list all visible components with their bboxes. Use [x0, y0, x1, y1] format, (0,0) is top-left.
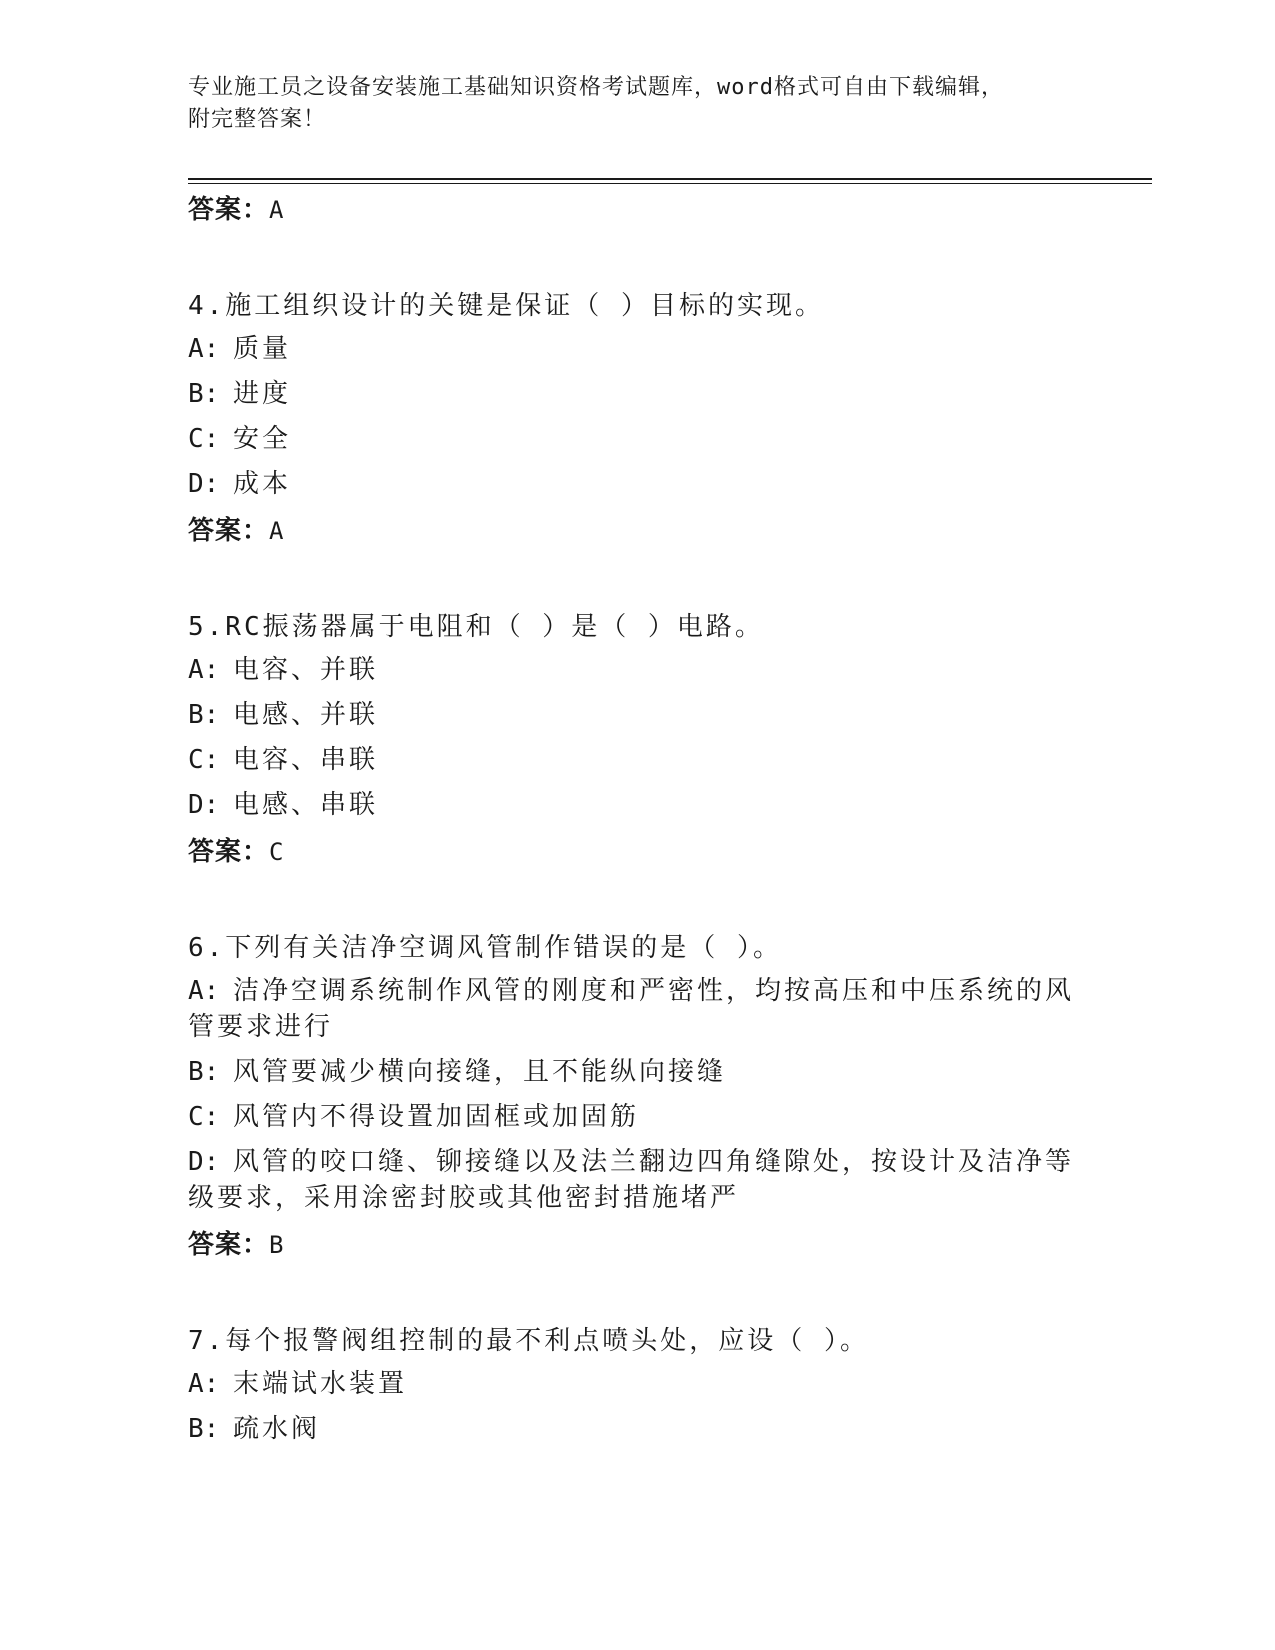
header-divider — [188, 178, 1152, 180]
option-text: 末端试水装置 — [233, 1369, 408, 1399]
answer-value: C — [269, 838, 285, 866]
option-letter: B: — [188, 1057, 220, 1087]
question-block-4 — [188, 286, 1088, 551]
option-b — [188, 376, 1088, 412]
question-block-7 — [188, 1321, 1088, 1447]
document-header — [188, 72, 1068, 136]
answer-value: A — [269, 517, 285, 545]
answer-line — [188, 832, 1088, 872]
option-text: 疏水阀 — [233, 1414, 321, 1444]
option-text: 风管内不得设置加固框或加固筋 — [233, 1102, 640, 1132]
answer-label: 答案： — [188, 1230, 270, 1260]
question-text: 6.下列有关洁净空调风管制作错误的是（ ）。 — [188, 933, 782, 963]
option-text: 洁净空调系统制作风管的刚度和严密性，均按高压和中压系统的风管要求进行 — [188, 976, 1075, 1042]
question-block-5 — [188, 607, 1088, 872]
option-letter: D: — [188, 790, 220, 820]
option-text: 风管的咬口缝、铆接缝以及法兰翻边四角缝隙处，按设计及洁净等级要求，采用涂密封胶或其他密封措施堵严 — [188, 1147, 1075, 1213]
option-letter: B: — [188, 700, 220, 730]
answer-label: 答案： — [188, 516, 270, 546]
option-text: 进度 — [233, 379, 292, 409]
option-d — [188, 787, 1088, 823]
option-a — [188, 973, 1088, 1045]
option-a — [188, 331, 1088, 367]
header-line-2: 附完整答案！ — [188, 107, 327, 132]
option-c — [188, 421, 1088, 457]
option-text: 风管要减少横向接缝，且不能纵向接缝 — [233, 1057, 727, 1087]
option-letter: A: — [188, 655, 220, 685]
header-divider-thin — [188, 183, 1152, 184]
option-letter: B: — [188, 1414, 220, 1444]
option-letter: D: — [188, 469, 220, 499]
option-d — [188, 1144, 1088, 1216]
question-text: 4.施工组织设计的关键是保证（ ）目标的实现。 — [188, 291, 824, 321]
option-letter: D: — [188, 1147, 220, 1177]
option-letter: C: — [188, 745, 220, 775]
option-a — [188, 652, 1088, 688]
option-a — [188, 1366, 1088, 1402]
option-text: 质量 — [233, 334, 292, 364]
option-text: 电容、并联 — [233, 655, 379, 685]
answer-line — [188, 1225, 1088, 1265]
option-letter: A: — [188, 334, 220, 364]
option-letter: A: — [188, 976, 220, 1006]
option-letter: C: — [188, 1102, 220, 1132]
option-b — [188, 697, 1088, 733]
question-text: 7.每个报警阀组控制的最不利点喷头处，应设（ ）。 — [188, 1326, 869, 1356]
option-text: 电感、并联 — [233, 700, 379, 730]
option-c — [188, 1099, 1088, 1135]
header-line-1: 专业施工员之设备安装施工基础知识资格考试题库，word格式可自由下载编辑， — [188, 75, 1004, 100]
option-d — [188, 466, 1088, 502]
option-text: 成本 — [233, 469, 292, 499]
document-body — [188, 190, 1088, 1456]
answer-value: B — [269, 1231, 285, 1259]
option-text: 电感、串联 — [233, 790, 379, 820]
option-text: 安全 — [233, 424, 292, 454]
answer-line — [188, 511, 1088, 551]
option-c — [188, 742, 1088, 778]
option-b — [188, 1411, 1088, 1447]
option-text: 电容、串联 — [233, 745, 379, 775]
option-letter: C: — [188, 424, 220, 454]
option-letter: B: — [188, 379, 220, 409]
answer-label: 答案： — [188, 837, 270, 867]
question-block-6 — [188, 928, 1088, 1265]
option-b — [188, 1054, 1088, 1090]
answer-value: A — [269, 196, 285, 224]
question-text: 5.RC振荡器属于电阻和（ ）是（ ）电路。 — [188, 612, 764, 642]
answer-line-q3 — [188, 190, 1088, 230]
answer-label: 答案： — [188, 195, 270, 225]
option-letter: A: — [188, 1369, 220, 1399]
